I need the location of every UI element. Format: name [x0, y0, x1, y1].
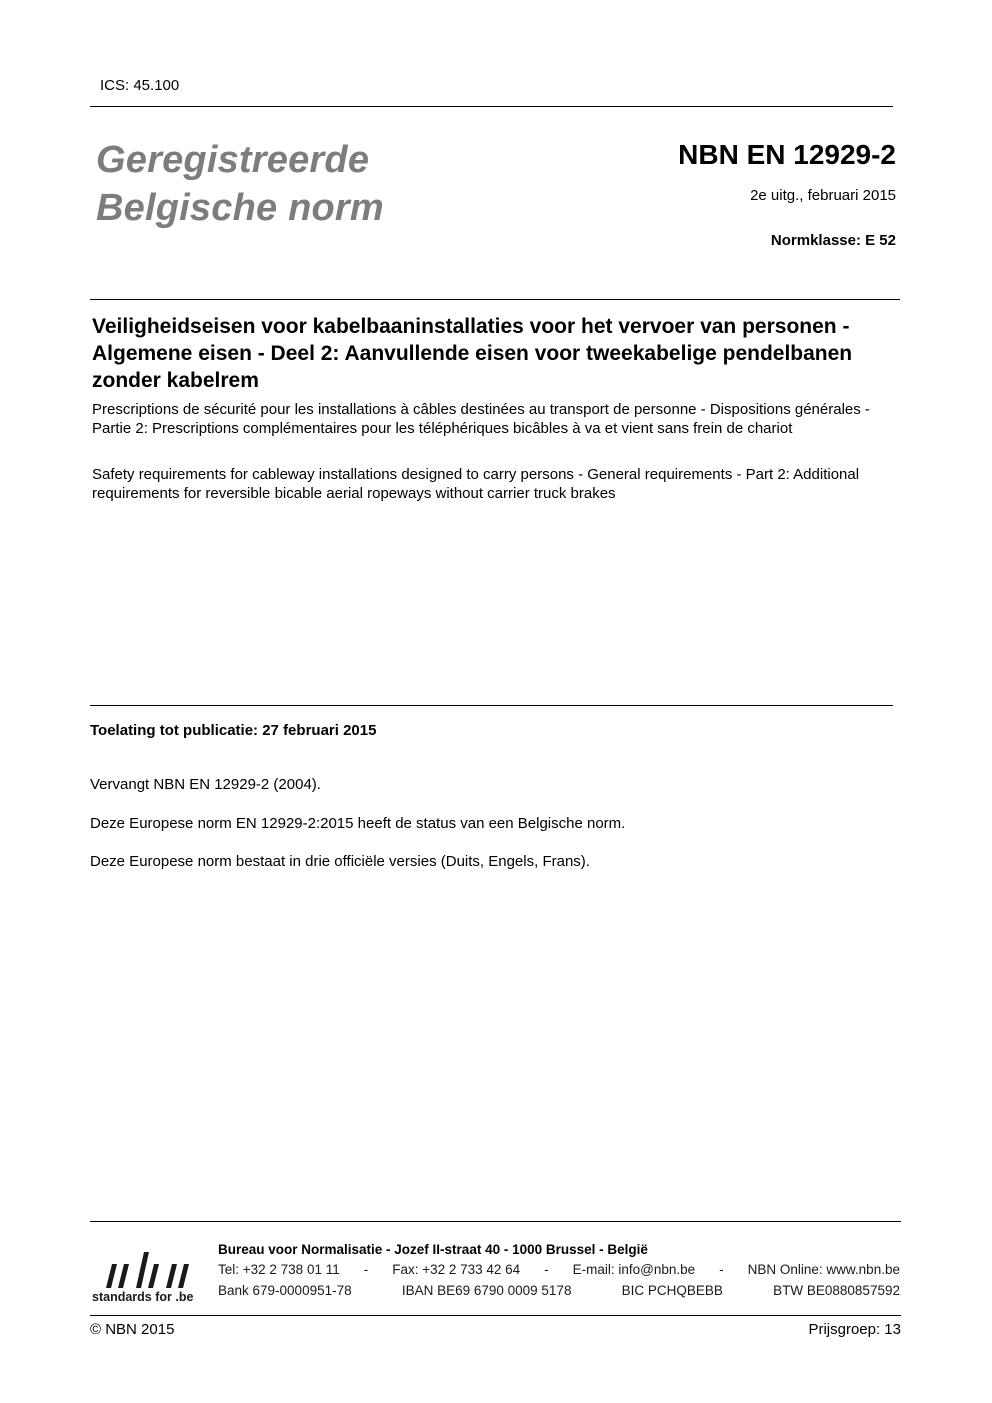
norm-class: Normklasse: E 52: [770, 232, 896, 249]
publication-approval: Toelating tot publicatie: 27 februari 2015: [90, 722, 377, 739]
bic: BIC PCHQBEBB: [621, 1283, 723, 1298]
price-group: Prijsgroep: 13: [808, 1321, 901, 1338]
fax-number: Fax: +32 2 733 42 64: [392, 1262, 521, 1277]
title-dutch: Veiligheidseisen voor kabelbaaninstallaties voor het vervoer van personen - Algemene eisen - Deel 2: Aanvullende eisen voor tweekabelige pendelbanen zonder kabelrem: [92, 315, 853, 392]
logo-tagline: standards for .be: [92, 1290, 194, 1304]
title-divider: [90, 299, 900, 300]
registration-title-line-1: Geregistreerde: [96, 139, 370, 181]
vat-number: BTW BE0880857592: [773, 1283, 900, 1298]
copyright: © NBN 2015: [90, 1321, 175, 1338]
status-note: Deze Europese norm EN 12929-2:2015 heeft de status van een Belgische norm.: [90, 815, 626, 832]
bank-account: Bank 679-0000951-78: [218, 1283, 352, 1298]
separator: -: [363, 1262, 369, 1277]
edition-info: 2e uitg., februari 2015: [750, 187, 896, 204]
ics-code: ICS: 45.100: [100, 77, 180, 94]
top-divider: [90, 106, 893, 107]
contact-row-phone-email: [218, 1262, 900, 1277]
website: NBN Online: www.nbn.be: [747, 1262, 900, 1277]
publication-divider: [90, 705, 893, 706]
registration-title: [96, 136, 384, 232]
email-address: E-mail: info@nbn.be: [572, 1262, 696, 1277]
title-english: Safety requirements for cableway installations designed to carry persons - General requirements - Part 2: Additional requirements for reversible bicable aerial ropeways without carrier truck brakes: [92, 466, 860, 502]
title-french: Prescriptions de sécurité pour les installations à câbles destinées au transport de personne - Dispositions générales - Partie 2: Prescriptions complémentaires pour les téléphériques bicâbles à va et vient sans frein de chariot: [92, 401, 870, 437]
bottom-divider: [90, 1315, 901, 1316]
phone-number: Tel: +32 2 738 01 11: [218, 1262, 340, 1277]
registration-title-line-2: Belgische norm: [96, 187, 384, 229]
organization-address: Bureau voor Normalisatie - Jozef II-straat 40 - 1000 Brussel - België: [218, 1242, 648, 1257]
contact-row-bank: [218, 1283, 900, 1298]
separator: -: [719, 1262, 724, 1277]
replaces-note: Vervangt NBN EN 12929-2 (2004).: [90, 776, 321, 793]
separator: -: [544, 1262, 549, 1277]
versions-note: Deze Europese norm bestaat in drie officiële versies (Duits, Engels, Frans).: [90, 853, 590, 870]
footer-divider: [90, 1221, 901, 1222]
standard-number: NBN EN 12929-2: [678, 139, 896, 170]
iban: IBAN BE69 6790 0009 5178: [401, 1283, 572, 1298]
